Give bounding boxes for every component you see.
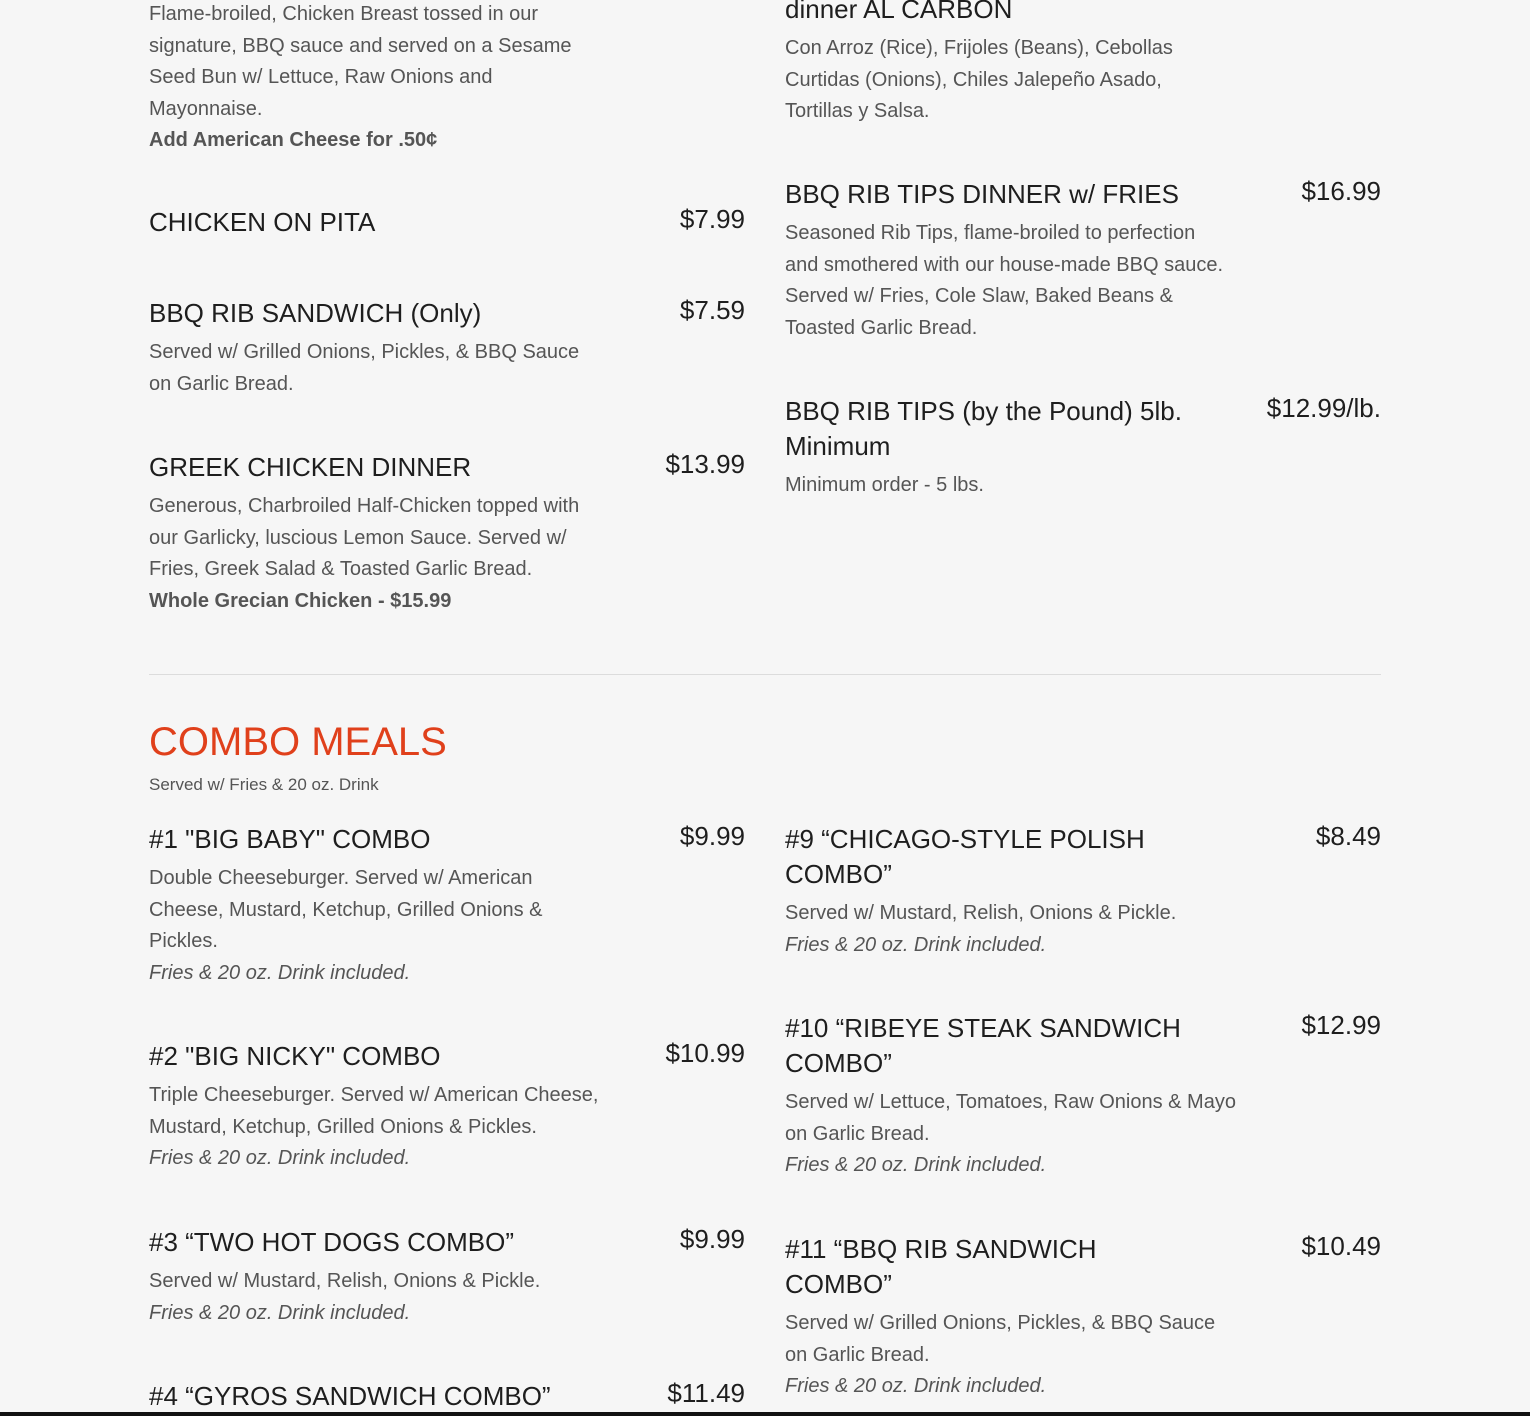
menu-item-bbq-rib-tips-dinner	[785, 177, 1381, 344]
item-description: Served w/ Mustard, Relish, Onions & Pickle.	[785, 902, 1177, 924]
menu-item-combo-9	[785, 822, 1381, 961]
item-description: Generous, Charbroiled Half-Chicken topped with our Garlicky, luscious Lemon Sauce. Served w/ Fries, Greek Salad & Toasted Garlic Bread.	[149, 495, 580, 580]
item-note: Fries & 20 oz. Drink included.	[149, 1147, 411, 1169]
menu-item-combo-11	[785, 1232, 1381, 1403]
item-description: Served w/ Grilled Onions, Pickles, & BBQ Sauce on Garlic Bread.	[149, 341, 580, 395]
item-title: #9 “CHICAGO-STYLE POLISH COMBO”	[785, 824, 1145, 889]
item-title: BBQ RIB SANDWICH (Only)	[149, 298, 482, 328]
menu-item-bbq-chicken-sandwich	[149, 0, 745, 156]
item-description: Seasoned Rib Tips, flame-broiled to perfection and smothered with our house-made BBQ sauce. Served w/ Fries, Cole Slaw, Baked Beans & Toasted Garlic Bread.	[785, 222, 1224, 339]
item-price: $9.99	[679, 1224, 745, 1254]
item-description: Minimum order - 5 lbs.	[785, 474, 984, 496]
menu-item-combo-3	[149, 1225, 745, 1329]
menu-item-dinner-al-carbon	[785, 0, 1381, 128]
item-description: Double Cheeseburger. Served w/ American Cheese, Mustard, Ketchup, Grilled Onions & Pickles.	[149, 867, 543, 952]
item-price: $12.99/lb.	[1266, 393, 1381, 423]
item-title: dinner AL CARBON	[785, 0, 1013, 24]
item-title: BBQ RIB TIPS DINNER w/ FRIES	[785, 179, 1179, 209]
item-title: #3 “TWO HOT DOGS COMBO”	[149, 1227, 514, 1257]
section-subtitle: Served w/ Fries & 20 oz. Drink	[149, 775, 379, 794]
item-title: #2 "BIG NICKY" COMBO	[149, 1041, 441, 1071]
item-price: $10.49	[1301, 1231, 1381, 1261]
item-title: #4 “GYROS SANDWICH COMBO”	[149, 1381, 551, 1411]
item-price: $8.49	[1315, 821, 1381, 851]
menu-item-combo-4	[149, 1379, 745, 1414]
menu-item-bbq-rib-tips-pound	[785, 394, 1381, 502]
bottom-bar	[0, 1412, 1530, 1416]
item-price: $9.99	[679, 821, 745, 851]
item-title: #1 "BIG BABY" COMBO	[149, 824, 431, 854]
item-price: $16.99	[1301, 176, 1381, 206]
item-description: Triple Cheeseburger. Served w/ American Cheese, Mustard, Ketchup, Grilled Onions & Pickles.	[149, 1084, 599, 1138]
item-note: Fries & 20 oz. Drink included.	[785, 933, 1047, 956]
item-price: $13.99	[665, 449, 745, 479]
item-price: $11.49	[667, 1378, 745, 1408]
menu-item-combo-2	[149, 1039, 745, 1175]
menu-item-combo-10	[785, 1011, 1381, 1182]
item-note: Fries & 20 oz. Drink included.	[149, 961, 411, 984]
item-description: Flame-broiled, Chicken Breast tossed in our signature, BBQ sauce and served on a Sesame Seed Bun w/ Lettuce, Raw Onions and Mayonnaise.	[149, 3, 572, 120]
item-title: CHICKEN ON PITA	[149, 207, 376, 237]
item-price: $7.99	[679, 204, 745, 234]
menu-item-chicken-on-pita	[149, 205, 745, 240]
item-description: Served w/ Lettuce, Tomatoes, Raw Onions & Mayo on Garlic Bread.	[785, 1091, 1236, 1145]
item-price: $12.99	[1301, 1010, 1381, 1040]
item-description: Con Arroz (Rice), Frijoles (Beans), Cebollas Curtidas (Onions), Chiles Jalepeño Asado, Tortillas y Salsa.	[785, 37, 1173, 122]
item-title: #11 “BBQ RIB SANDWICH COMBO”	[785, 1234, 1097, 1299]
menu-item-bbq-rib-sandwich	[149, 296, 745, 400]
section-divider	[149, 674, 1381, 675]
section-title: COMBO MEALS	[149, 720, 447, 764]
item-note: Fries & 20 oz. Drink included.	[785, 1375, 1047, 1397]
menu-item-greek-chicken-dinner	[149, 450, 745, 617]
item-note: Fries & 20 oz. Drink included.	[785, 1154, 1047, 1176]
item-note: Add American Cheese for .50¢	[149, 129, 438, 151]
item-price: $10.99	[665, 1038, 745, 1068]
item-description: Served w/ Grilled Onions, Pickles, & BBQ Sauce on Garlic Bread.	[785, 1312, 1216, 1366]
item-title: GREEK CHICKEN DINNER	[149, 452, 472, 482]
item-title: BBQ RIB TIPS (by the Pound) 5lb. Minimum	[785, 396, 1182, 461]
item-note: Fries & 20 oz. Drink included.	[149, 1301, 411, 1324]
item-title: #10 “RIBEYE STEAK SANDWICH COMBO”	[785, 1013, 1181, 1078]
item-description: Served w/ Mustard, Relish, Onions & Pickle.	[149, 1270, 541, 1292]
item-note: Whole Grecian Chicken - $15.99	[149, 589, 452, 612]
item-price: $7.59	[679, 295, 745, 325]
menu-item-combo-1	[149, 822, 745, 989]
